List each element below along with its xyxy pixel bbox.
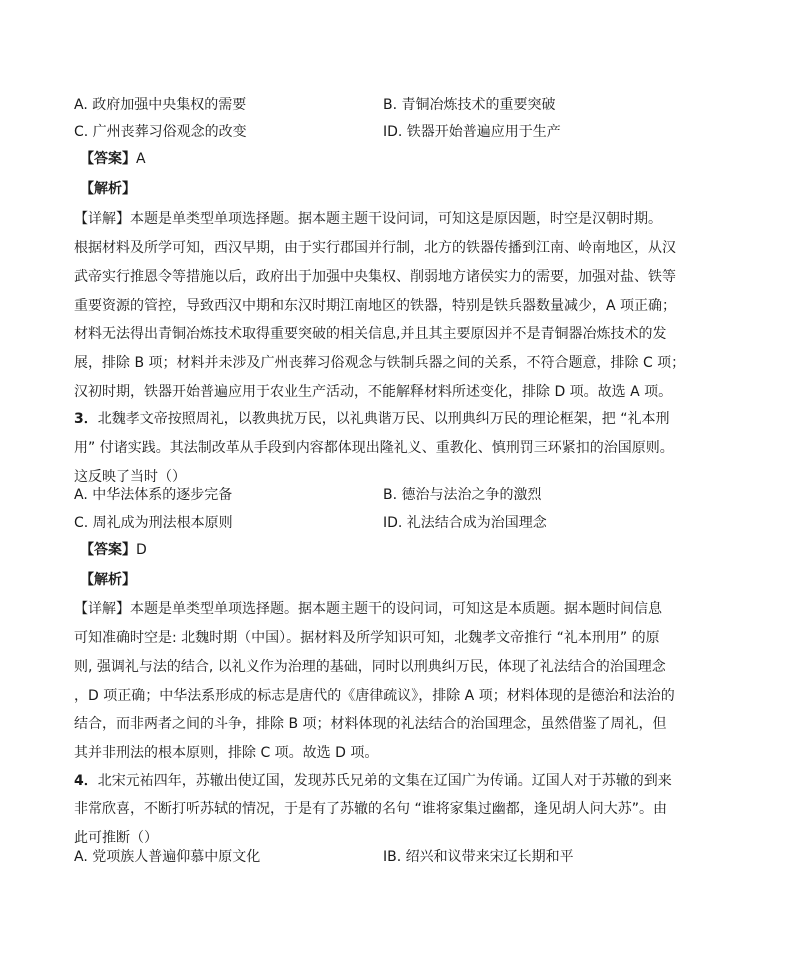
- q2-answer: [80, 148, 146, 170]
- q4-option-a: A. 党项族人普遍仰慕中原文化: [74, 849, 261, 865]
- q2-detail-line: 材料无法得出青铜冶炼技术取得重要突破的相关信息,并且其主要原因并不是青铜器冶炼技术的发: [74, 326, 667, 342]
- q3-analysis-label: 【解析】: [80, 572, 136, 588]
- q3-number: 3．: [74, 411, 98, 427]
- q2-option-d: ID. 铁器开始普遍应用于生产: [383, 124, 561, 140]
- q2-detail-line: 根据材料及所学可知，西汉早期，由于实行郡国并行制，北方的铁器传播到江南、岭南地区，从汉: [74, 240, 676, 256]
- q3-option-c: C. 周礼成为刑法根本原则: [74, 515, 233, 531]
- q3-stem-line: [74, 408, 669, 430]
- q3-detail-line: ，D 项正确；中华法系形成的标志是唐代的《唐律疏议》，排除 A 项；材料体现的是德治和法治的: [74, 688, 675, 704]
- q3-answer-label: 【答案】: [80, 542, 136, 558]
- q3-option-a: A. 中华法体系的逐步完备: [74, 487, 233, 503]
- q2-option-c: C. 广州丧葬习俗观念的改变: [74, 124, 247, 140]
- q3-stem-line: 用” 付诸实践。其法制改革从手段到内容都体现出隆礼义、重教化、慎刑罚三环紧扣的治国原则。: [74, 440, 674, 456]
- q2-detail-line: 武帝实行推恩令等措施以后，政府出于加强中央集权、削弱地方诸侯实力的需要，加强对盐、铁等: [74, 269, 676, 285]
- q4-stem-line: 此可推断（）: [74, 830, 158, 846]
- q4-stem-text: 北宋元祐四年，苏辙出使辽国，发现苏氏兄弟的文集在辽国广为传诵。辽国人对于苏辙的到来: [97, 773, 672, 789]
- q2-detail-line: 重要资源的管控，导致西汉中期和东汉时期江南地区的铁器，特别是铁兵器数量减少，A 项正确；: [74, 298, 677, 314]
- q3-detail-line: 其并非刑法的根本原则，排除 C 项。故选 D 项。: [74, 745, 379, 761]
- q3-option-d: ID. 礼法结合成为治国理念: [383, 515, 547, 531]
- q2-answer-value: A: [136, 151, 146, 167]
- q3-detail-line: 【详解】本题是单类型单项选择题。据本题主题干的设问词，可知这是本质题。据本题时间信息: [74, 601, 662, 617]
- q4-option-b: IB. 绍兴和议带来宋辽长期和平: [383, 849, 574, 865]
- q3-stem-line: 这反映了当时（）: [74, 469, 186, 485]
- q3-detail-line: 则, 强调礼与法的结合, 以礼义作为治理的基础，同时以刑典纠万民，体现了礼法结合的治国理念: [74, 659, 666, 675]
- q4-stem-line: [74, 770, 672, 792]
- q3-option-b: B. 德治与法治之争的激烈: [383, 487, 542, 503]
- q3-detail-line: 结合，而非两者之间的斗争，排除 B 项；材料体现的礼法结合的治国理念，虽然借鉴了周礼，但: [74, 716, 667, 732]
- q3-answer: [80, 539, 147, 561]
- q3-answer-value: D: [136, 542, 147, 558]
- q4-number: 4．: [74, 773, 98, 789]
- q2-option-b: B. 青铜冶炼技术的重要突破: [383, 97, 556, 113]
- q3-stem-text: 北魏孝文帝按照周礼，以教典扰万民，以礼典谐万民、以刑典纠万民的理论框架，把 “礼本刑: [97, 411, 670, 427]
- q2-analysis-label: 【解析】: [80, 181, 136, 197]
- q2-detail-line: 展，排除 B 项；材料并未涉及广州丧葬习俗观念与铁制兵器之间的关系，不符合题意，排除 C 项；: [74, 355, 686, 371]
- q4-stem-line: 非常欣喜，不断打听苏轼的情况，于是有了苏辙的名句 “谁将家集过幽都，逢见胡人问大苏”。由: [74, 801, 667, 817]
- q2-detail-line: 汉初时期，铁器开始普遍应用于农业生产活动，不能解释材料所述变化，排除 D 项。故选 A 项。: [74, 384, 673, 400]
- q2-answer-label: 【答案】: [80, 151, 136, 167]
- q3-detail-line: 可知准确时空是: 北魏时期（中国）。据材料及所学知识可知，北魏孝文帝推行 “礼本刑用” 的原: [74, 630, 660, 646]
- q2-detail-line: 【详解】本题是单类型单项选择题。据本题主题干设问词，可知这是原因题，时空是汉朝时期。: [74, 211, 662, 227]
- q2-option-a: A. 政府加强中央集权的需要: [74, 97, 247, 113]
